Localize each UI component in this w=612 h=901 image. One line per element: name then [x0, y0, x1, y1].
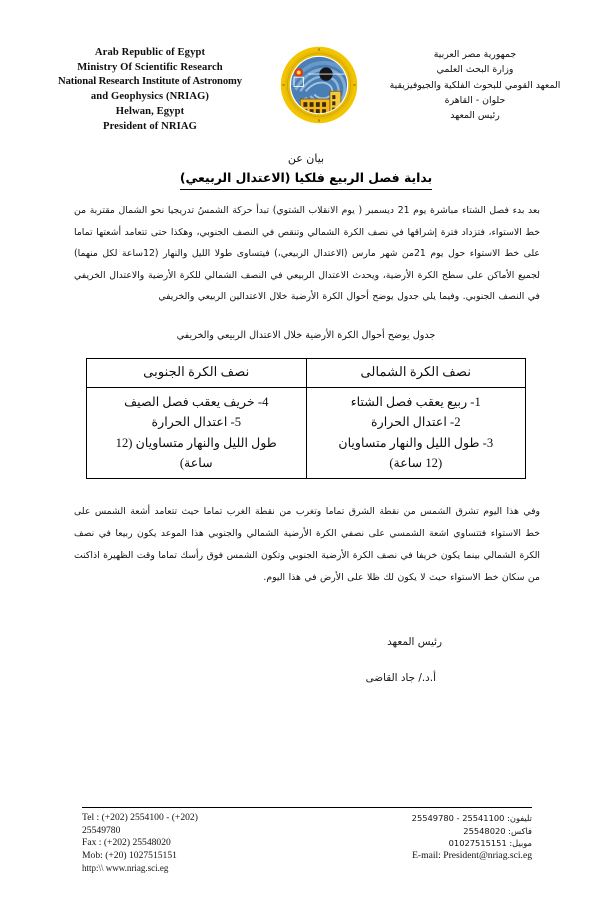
- header-en-line4: and Geophysics (NRIAG): [90, 91, 210, 103]
- header-en-line5: Helwan, Egypt: [115, 105, 185, 117]
- header-ar-line3: المعهد القومي للبحوث الفلكية والجيوفيزيقية: [389, 79, 561, 91]
- page-title: بداية فصل الربيع فلكيا (الاعتدال الربيعي): [180, 168, 432, 190]
- document-footer: [82, 807, 532, 875]
- table-header-northern: نصف الكرة الشمالى: [306, 358, 526, 387]
- header-en-line6: President of NRIAG: [103, 120, 197, 132]
- header-ar-line1: جمهورية مصر العربية: [433, 49, 517, 60]
- northern-item-4: (12 ساعة): [389, 455, 443, 470]
- header-ar-line2: وزارة البحث العلمي: [436, 64, 514, 76]
- signature-name: أ.د./ جاد القاضى: [365, 672, 436, 685]
- footer-contact-english: [82, 812, 321, 875]
- header-ar-line5: رئيس المعهد: [450, 110, 500, 122]
- footer-tel-arabic: تليفون: 25541100 - 25549780: [411, 813, 532, 824]
- header-english-block: [34, 44, 266, 134]
- footer-fax: Fax : (+202) 25548020: [82, 837, 171, 849]
- footer-mobile: Mob: (+20) 1027515151: [82, 849, 177, 861]
- footer-tel-continued: 25549780: [82, 824, 121, 836]
- footer-mobile-arabic: موبيل: 01027515151: [448, 838, 532, 849]
- southern-item-3: طول الليل والنهار متساويان (12: [115, 435, 277, 450]
- nriag-logo-icon: [280, 46, 358, 124]
- equinox-table: [86, 358, 526, 480]
- table-caption: جدول يوضح أحوال الكرة الأرضية خلال الاعتدال الربيعي والخريفي: [176, 329, 436, 341]
- header-en-line3: National Research Institute of Astronomy: [58, 76, 242, 88]
- title-prefix: بيان عن: [287, 152, 325, 166]
- footer-tel: Tel : (+202) 2554100 - (+202): [82, 812, 198, 824]
- table-row: [87, 387, 526, 479]
- body-paragraph-1: [74, 200, 540, 308]
- southern-item-4: ساعة): [179, 455, 213, 470]
- document-title-block: [0, 150, 612, 190]
- header-en-line1: Arab Republic of Egypt: [94, 47, 206, 58]
- header-en-line2: Ministry Of Scientific Research: [77, 61, 223, 73]
- southern-item-2: 5- اعتدال الحرارة: [151, 415, 241, 430]
- table-header-southern: نصف الكرة الجنوبى: [87, 358, 307, 387]
- body-paragraph-2-text: وفي هذا اليوم تشرق الشمس من نقطة الشرق تماما وتغرب من نقطة الغرب تماما حيث تتعامد أشعة الشمس على خط الاستواء فتتساوي اشعة الشمسي على نصفي الكرة الأرضية الشمالي والجنوبي هذا الموعد يكون ربيعا في نصف الكرة الشمالي بينما يكون خريفا في نصف الكرة الأرضية الجنوبي وتكون الشمس فوق رأسك تماما وقت الظهيرة اذاكنت من سكان خط الاستواء حيث لا يكون لك ظلا على الأرض في هذا اليوم.: [74, 506, 540, 584]
- equinox-table-wrapper: [86, 358, 526, 480]
- footer-contact-arabic: [321, 812, 532, 862]
- footer-email-link[interactable]: E-mail: President@nriag.sci.eg: [412, 849, 532, 861]
- header-ar-line4: حلوان - القاهرة: [444, 94, 506, 106]
- document-header: [0, 0, 612, 134]
- northern-item-3: 3- طول الليل والنهار متساويان: [338, 435, 494, 450]
- table-cell-southern: [87, 387, 307, 479]
- body-paragraph-2: [74, 501, 540, 589]
- footer-fax-arabic: فاكس: 25548020: [463, 825, 532, 836]
- northern-item-2: 2- اعتدال الحرارة: [371, 415, 461, 430]
- body-paragraph-1-text: بعد بدء فصل الشتاء مباشرة يوم 21 ديسمبر ( يوم الانقلاب الشتوي) تبدأ حركة الشمسُ تدريجيا نحو الشمال مقتربة من خط الاستواء، فتزداد فترة إشراقها في نصف الكرة الشمالي وتنقص في النصف الجنوبي، وهكذا حتى تتعامد أشعتها تماما على خط الاستواء حول يوم 21من شهر مارس (الاعتدال الربيعي،) فيتساوى طولا الليل والنهار (12ساعة لكل منهما) لجميع الأماكن على سطح الكرة الأرضية، ويحدث الاعتدال الربيعي في النصف الشمالي للكرة الأرضية والاعتدال الخريفي في النصف الجنوبي. وفيما يلي جدول يوضح أحوال الكرة الأرضية خلال الاعتدالين الربيعي والخريفي: [74, 205, 541, 303]
- table-cell-northern: [306, 387, 526, 479]
- southern-item-1: 4- خريف يعقب فصل الصيف: [124, 394, 269, 409]
- signature-role: رئيس المعهد: [387, 636, 442, 649]
- footer-website-link[interactable]: http:\\ www.nriag.sci.eg: [82, 863, 169, 874]
- footer-divider: [82, 807, 532, 808]
- northern-item-1: 1- ربيع يعقب فصل الشتاء: [350, 394, 481, 409]
- header-arabic-block: [372, 44, 578, 123]
- table-header-row: [87, 358, 526, 387]
- signature-block: [0, 636, 612, 684]
